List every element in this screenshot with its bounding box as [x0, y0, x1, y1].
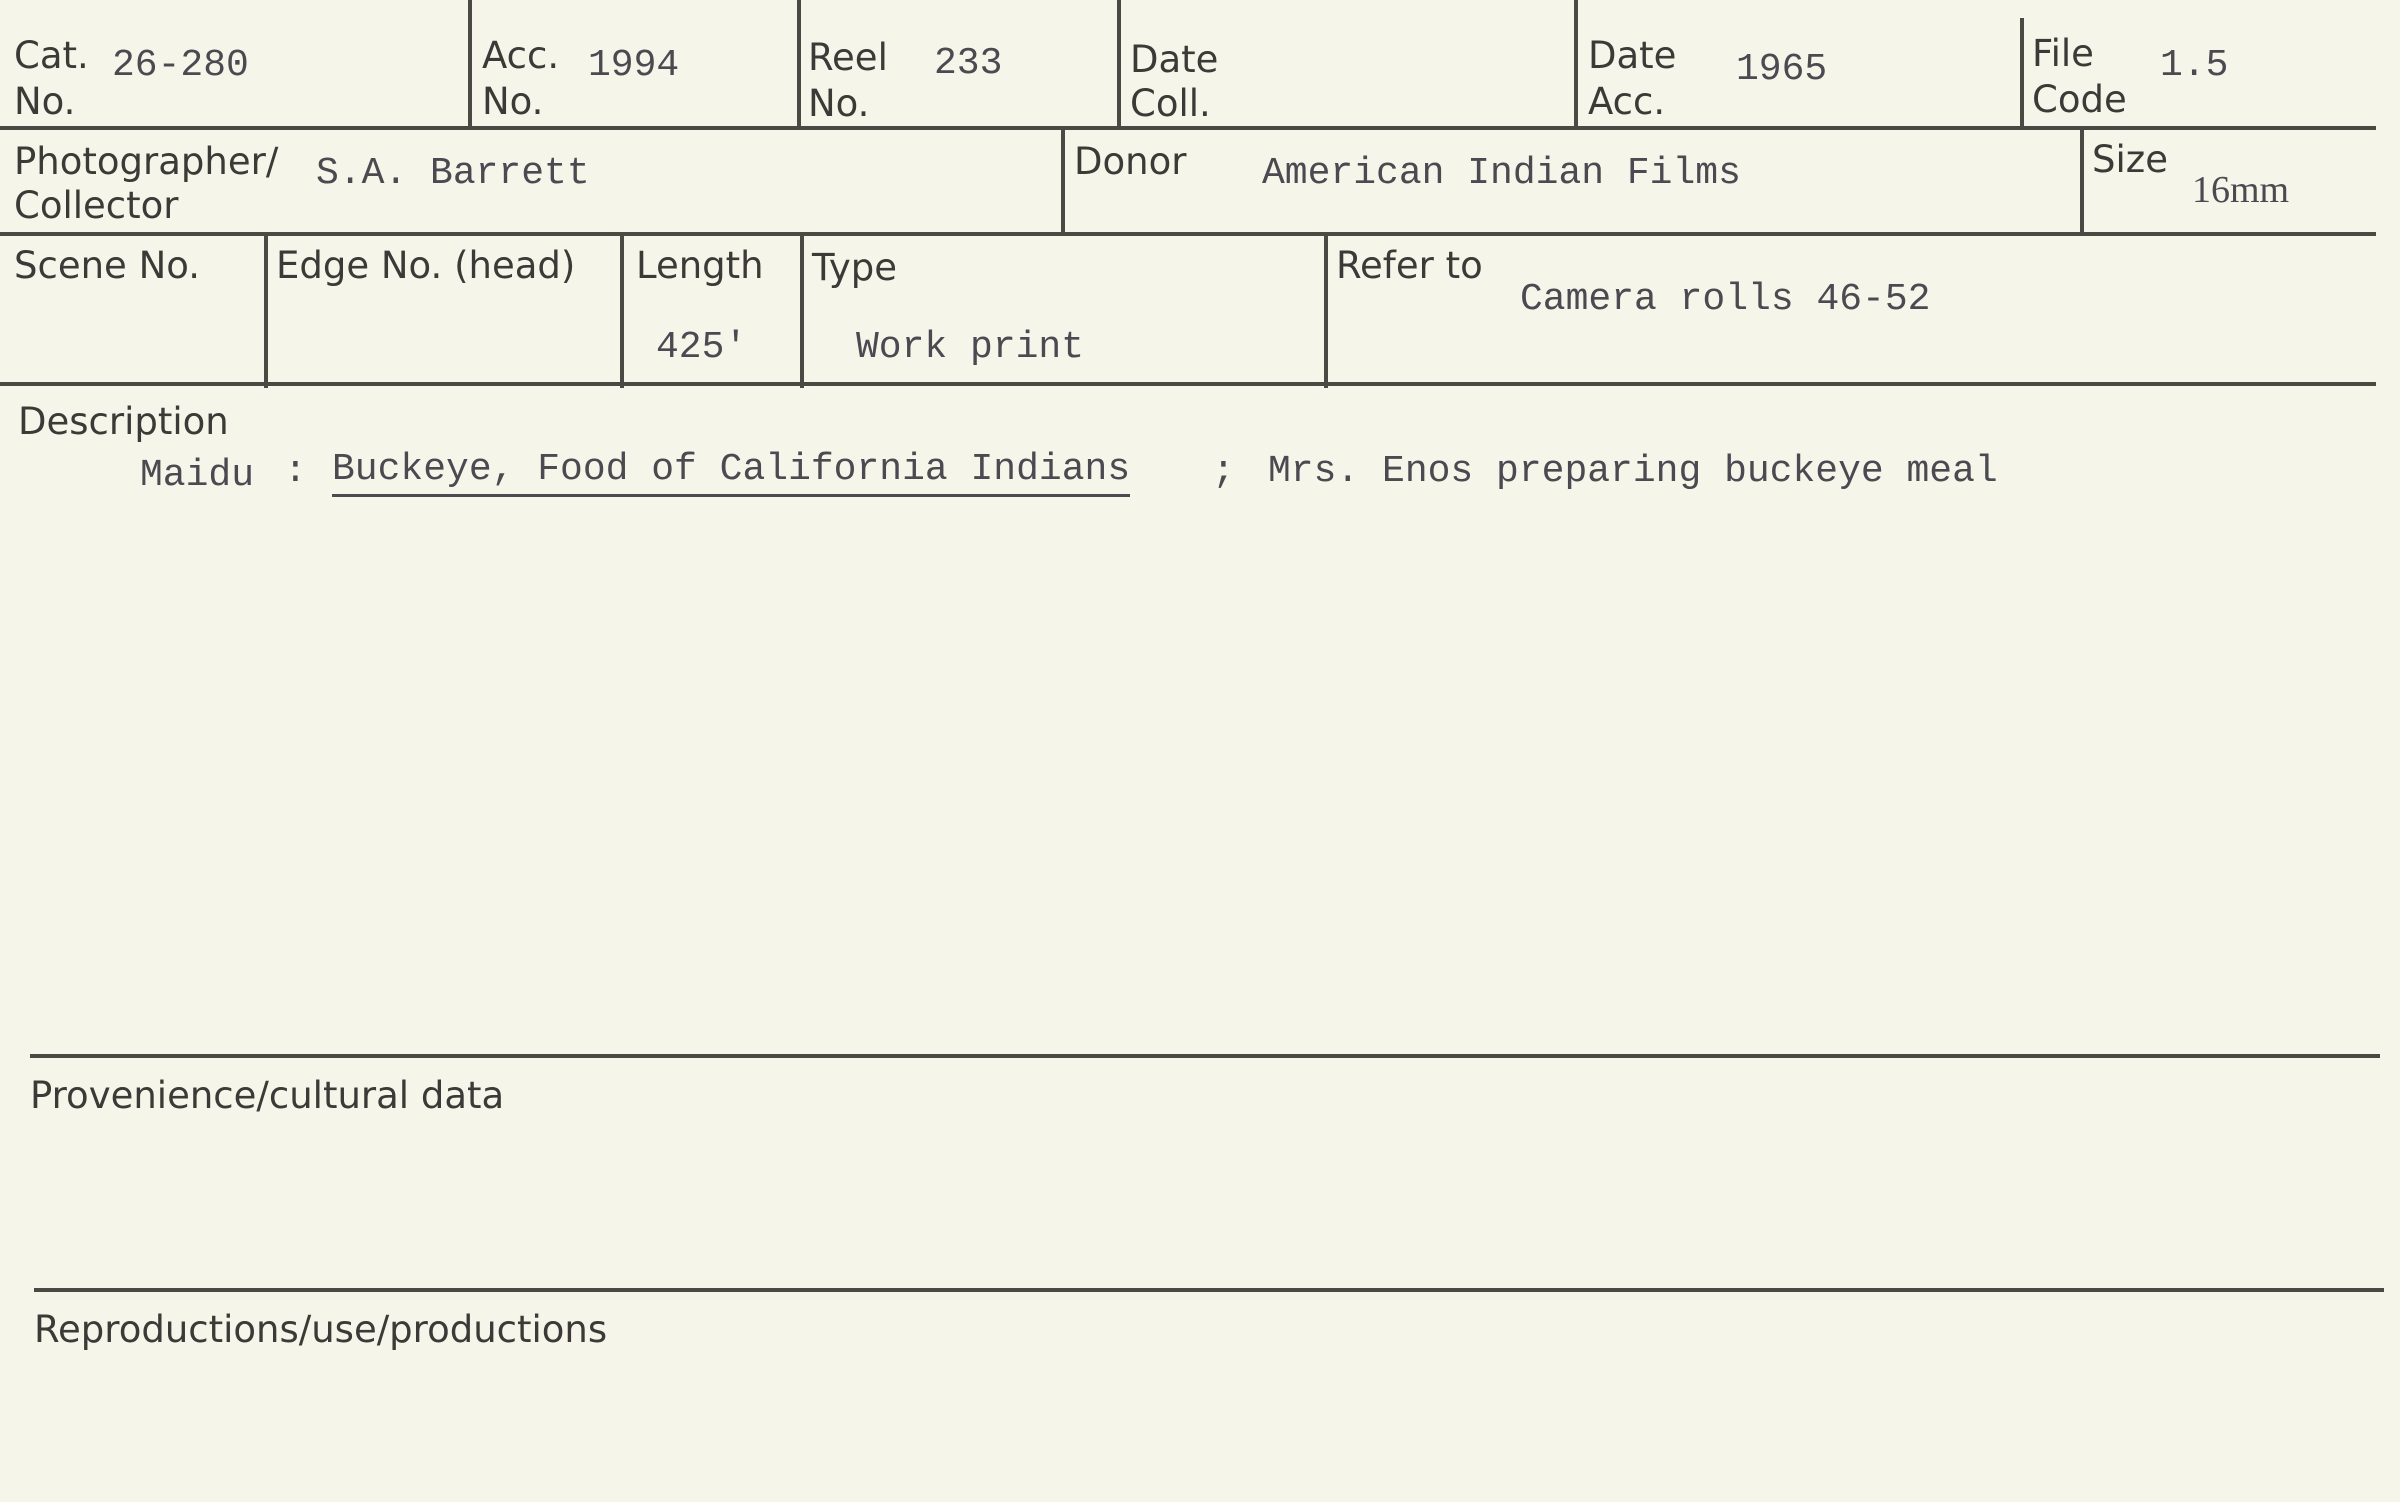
divider — [1574, 0, 1578, 128]
size-value: 16mm — [2192, 169, 2290, 211]
divider — [0, 232, 2376, 236]
divider — [620, 236, 624, 388]
cat-no-value: 26-280 — [112, 44, 249, 87]
description-separator: : — [284, 450, 307, 493]
length-value: 425' — [656, 326, 748, 369]
description-detail: Mrs. Enos preparing buckeye meal — [1268, 450, 1998, 493]
donor-label: Donor — [1074, 140, 1187, 183]
edge-no-label: Edge No. (head) — [276, 244, 576, 287]
file-code-value: 1.5 — [2160, 44, 2229, 87]
reel-no-label-top: Reel — [808, 36, 888, 79]
file-code-label-top: File — [2032, 32, 2094, 75]
date-acc-value: 1965 — [1736, 48, 1828, 91]
cat-no-label-top: Cat. — [14, 34, 89, 77]
description-semicolon: ; — [1212, 450, 1235, 493]
divider — [2020, 18, 2024, 128]
divider — [34, 1288, 2384, 1292]
divider — [797, 0, 801, 128]
file-code-label-bottom: Code — [2032, 78, 2127, 121]
type-value: Work print — [856, 326, 1085, 369]
cat-no-label-bottom: No. — [14, 80, 76, 123]
acc-no-label-bottom: No. — [482, 80, 544, 123]
size-label: Size — [2092, 138, 2168, 181]
refer-to-label: Refer to — [1336, 244, 1483, 287]
donor-value: American Indian Films — [1262, 152, 1741, 195]
acc-no-value: 1994 — [588, 44, 680, 87]
divider — [1061, 130, 1065, 236]
reel-no-value: 233 — [934, 42, 1003, 85]
divider — [0, 126, 2376, 130]
reel-no-label-bottom: No. — [808, 82, 870, 125]
date-acc-label-bottom: Acc. — [1588, 80, 1666, 123]
divider — [468, 0, 472, 128]
photographer-label-top: Photographer/ — [14, 140, 279, 183]
length-label: Length — [636, 244, 764, 287]
refer-to-value: Camera rolls 46-52 — [1520, 278, 1931, 321]
reproductions-label: Reproductions/use/productions — [34, 1308, 608, 1351]
date-coll-label-top: Date — [1130, 38, 1219, 81]
date-acc-label-top: Date — [1588, 34, 1677, 77]
divider — [800, 236, 804, 388]
scene-no-label: Scene No. — [14, 244, 200, 287]
divider — [264, 236, 268, 388]
acc-no-label-top: Acc. — [482, 34, 560, 77]
description-label: Description — [18, 400, 229, 443]
divider — [2080, 130, 2084, 236]
type-label: Type — [812, 246, 897, 289]
divider — [1324, 236, 1328, 388]
divider — [0, 382, 2376, 386]
divider — [1117, 0, 1121, 128]
photographer-label-bottom: Collector — [14, 184, 179, 227]
date-coll-label-bottom: Coll. — [1130, 82, 1211, 125]
provenience-label: Provenience/cultural data — [30, 1074, 505, 1117]
description-tribe: Maidu — [140, 454, 255, 497]
photographer-value: S.A. Barrett — [316, 152, 590, 195]
divider — [30, 1054, 2380, 1058]
description-film-title: Buckeye, Food of California Indians — [332, 448, 1130, 497]
